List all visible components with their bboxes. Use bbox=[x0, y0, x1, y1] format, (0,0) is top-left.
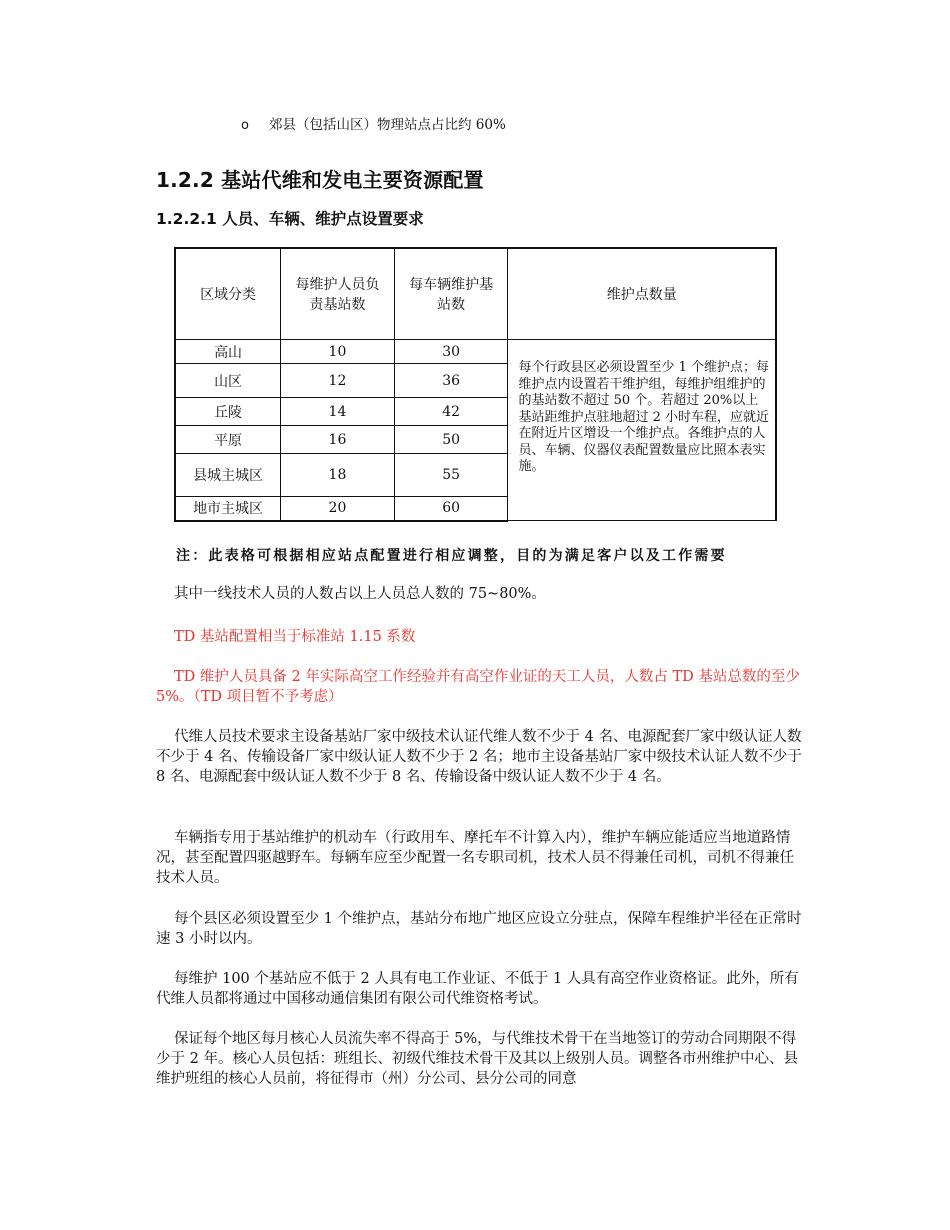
header-sites: 维护点数量 bbox=[508, 248, 776, 340]
table-row bbox=[175, 340, 776, 364]
maintenance-points-note: 每个行政县区必须设置至少 1 个维护点；每维护点内设置若干维护组，每维护组维护的的基站数不超过 50 个。若超过 20%以上基站距维护点驻地超过 2 小时车程，应就近在附近片区增设一个维护点。各维护点的人员、车辆、仪器仪表配置数量应比照本表实施。 bbox=[508, 340, 776, 521]
paragraph-staff-ratio: 其中一线技术人员的人数占以上人员总人数的 75~80%。 bbox=[174, 586, 546, 602]
table-footnote: 注：此表格可根据相应站点配置进行相应调整，目的为满足客户以及工作需要 bbox=[176, 548, 727, 564]
cell-region: 山区 bbox=[175, 364, 281, 398]
paragraph-certificates: 每维护 100 个基站应不低于 2 人具有电工作业证、不低于 1 人具有高空作业资格证。此外，所有代维人员都将通过中国移动通信集团有限公司代维资格考试。 bbox=[156, 971, 799, 1007]
cell-per-person: 14 bbox=[281, 398, 395, 426]
bullet-mark: o bbox=[241, 118, 249, 133]
cell-region: 丘陵 bbox=[175, 398, 281, 426]
cell-per-person: 12 bbox=[281, 364, 395, 398]
cell-per-vehicle: 50 bbox=[394, 426, 508, 454]
paragraph-td-staff: TD 维护人员具备 2 年实际高空工作经验并有高空作业证的天工人员，人数占 TD 基站总数的至少 5%。（TD 项目暂不予考虑） bbox=[156, 669, 800, 705]
cell-per-person: 20 bbox=[281, 497, 395, 521]
cell-region: 县城主城区 bbox=[175, 454, 281, 497]
paragraph-certification: 代维人员技术要求主设备基站厂家中级技术认证代维人数不少于 4 名、电源配套厂家中级认证人数不少于 4 名、传输设备厂家中级认证人数不少于 2 名；地市主设备基站厂家中级技术认证人数不少于 8 名、电源配套中级认证人数不少于 8 名、传输设备中级认证人数不少于 4 名。 bbox=[156, 729, 802, 785]
paragraph-maintenance-points: 每个县区必须设置至少 1 个维护点，基站分布地广地区应设立分驻点，保障车程维护半径在正常时速 3 小时以内。 bbox=[156, 911, 802, 947]
cell-region: 地市主城区 bbox=[175, 497, 281, 521]
cell-per-person: 16 bbox=[281, 426, 395, 454]
paragraph-td-coefficient: TD 基站配置相当于标准站 1.15 系数 bbox=[174, 629, 416, 645]
resource-config-table bbox=[174, 247, 777, 522]
cell-per-vehicle: 55 bbox=[394, 454, 508, 497]
table-header-row bbox=[175, 248, 776, 340]
cell-per-person: 18 bbox=[281, 454, 395, 497]
bullet-text: 郊县（包括山区）物理站点占比约 60% bbox=[269, 117, 506, 133]
header-per-person: 每维护人员负责基站数 bbox=[281, 248, 395, 340]
cell-per-vehicle: 60 bbox=[394, 497, 508, 521]
subsection-heading: 1.2.2.1 人员、车辆、维护点设置要求 bbox=[156, 210, 424, 228]
paragraph-vehicles: 车辆指专用于基站维护的机动车（行政用车、摩托车不计算入内），维护车辆应能适应当地道路情况，甚至配置四驱越野车。每辆车应至少配置一名专职司机，技术人员不得兼任司机，司机不得兼任技术人员。 bbox=[156, 830, 794, 886]
header-region: 区域分类 bbox=[175, 248, 281, 340]
cell-per-vehicle: 42 bbox=[394, 398, 508, 426]
header-per-vehicle: 每车辆维护基站数 bbox=[394, 248, 508, 340]
cell-per-vehicle: 30 bbox=[394, 340, 508, 364]
paragraph-core-staff: 保证每个地区每月核心人员流失率不得高于 5%，与代维技术骨干在当地签订的劳动合同期限不得少于 2 年。核心人员包括：班组长、初级代维技术骨干及其以上级别人员。调整各市州维护中心、县维护班组的核心人员前，将征得市（州）分公司、县分公司的同意 bbox=[156, 1031, 798, 1087]
bullet-item bbox=[241, 113, 506, 133]
cell-per-person: 10 bbox=[281, 340, 395, 364]
cell-per-vehicle: 36 bbox=[394, 364, 508, 398]
cell-region: 平原 bbox=[175, 426, 281, 454]
cell-region: 高山 bbox=[175, 340, 281, 364]
section-heading: 1.2.2 基站代维和发电主要资源配置 bbox=[156, 168, 484, 192]
